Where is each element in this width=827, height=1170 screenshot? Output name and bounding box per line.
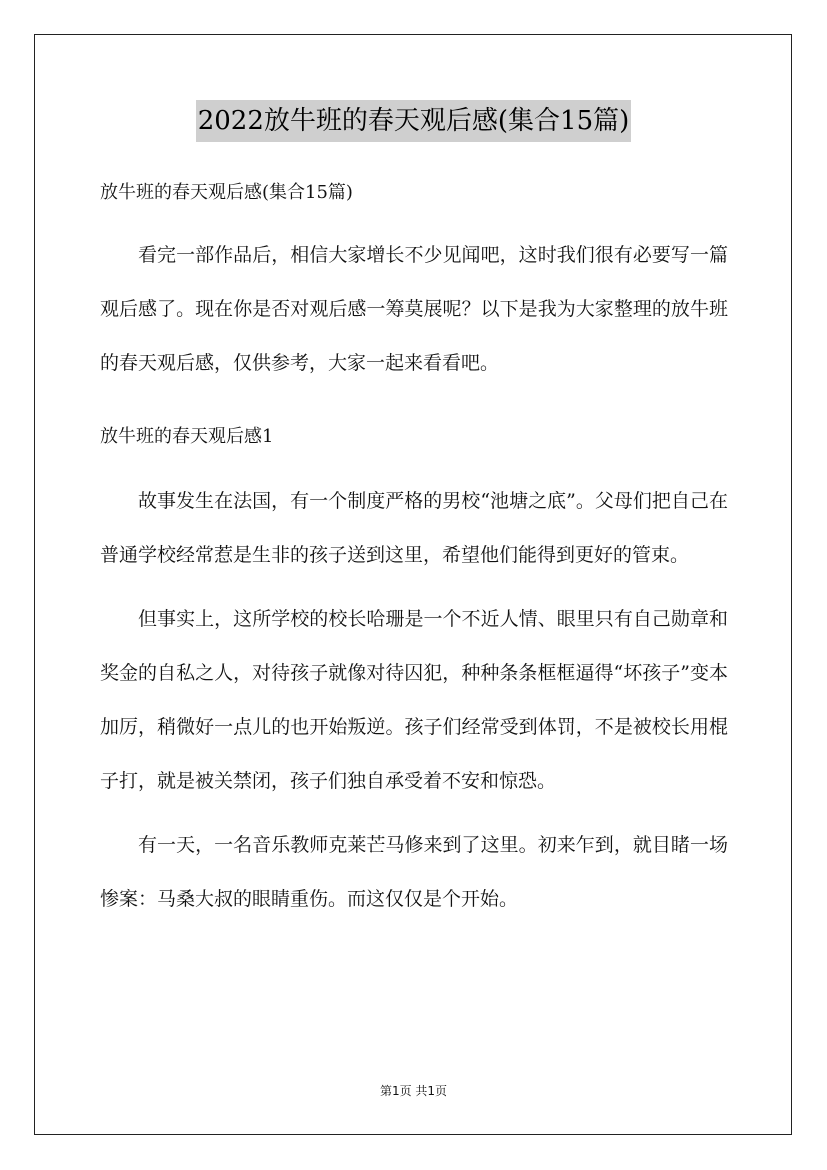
intro-paragraph: 看完一部作品后，相信大家增长不少见闻吧，这时我们很有必要写一篇观后感了。现在你是否对观后感一筹莫展呢？以下是我为大家整理的放牛班的春天观后感，仅供参考，大家一起来看看吧。 (100, 244, 728, 374)
body-paragraph: 但事实上，这所学校的校长哈珊是一个不近人情、眼里只有自己勋章和奖金的自私之人，对待孩子就像对待囚犯，种种条条框框逼得“坏孩子”变本加厉，稍微好一点儿的也开始叛逆。孩子们经常受到体罚，不是被校长用棍子打，就是被关禁闭，孩子们独自承受着不安和惊恐。 (100, 608, 728, 792)
title-container (0, 100, 827, 142)
document-body (100, 176, 728, 926)
document-title: 2022放牛班的春天观后感(集合15篇) (196, 100, 632, 142)
section-heading: 放牛班的春天观后感1 (100, 426, 274, 447)
document-subtitle: 放牛班的春天观后感(集合15篇) (100, 182, 353, 203)
body-paragraph: 有一天，一名音乐教师克莱芒马修来到了这里。初来乍到，就目睹一场惨案：马桑大叔的眼睛重伤。而这仅仅是个开始。 (100, 834, 728, 910)
page-footer: 第1页 共1页 (379, 1084, 448, 1098)
body-paragraph: 故事发生在法国，有一个制度严格的男校“池塘之底”。父母们把自己在普通学校经常惹是生非的孩子送到这里，希望他们能得到更好的管束。 (100, 490, 728, 566)
